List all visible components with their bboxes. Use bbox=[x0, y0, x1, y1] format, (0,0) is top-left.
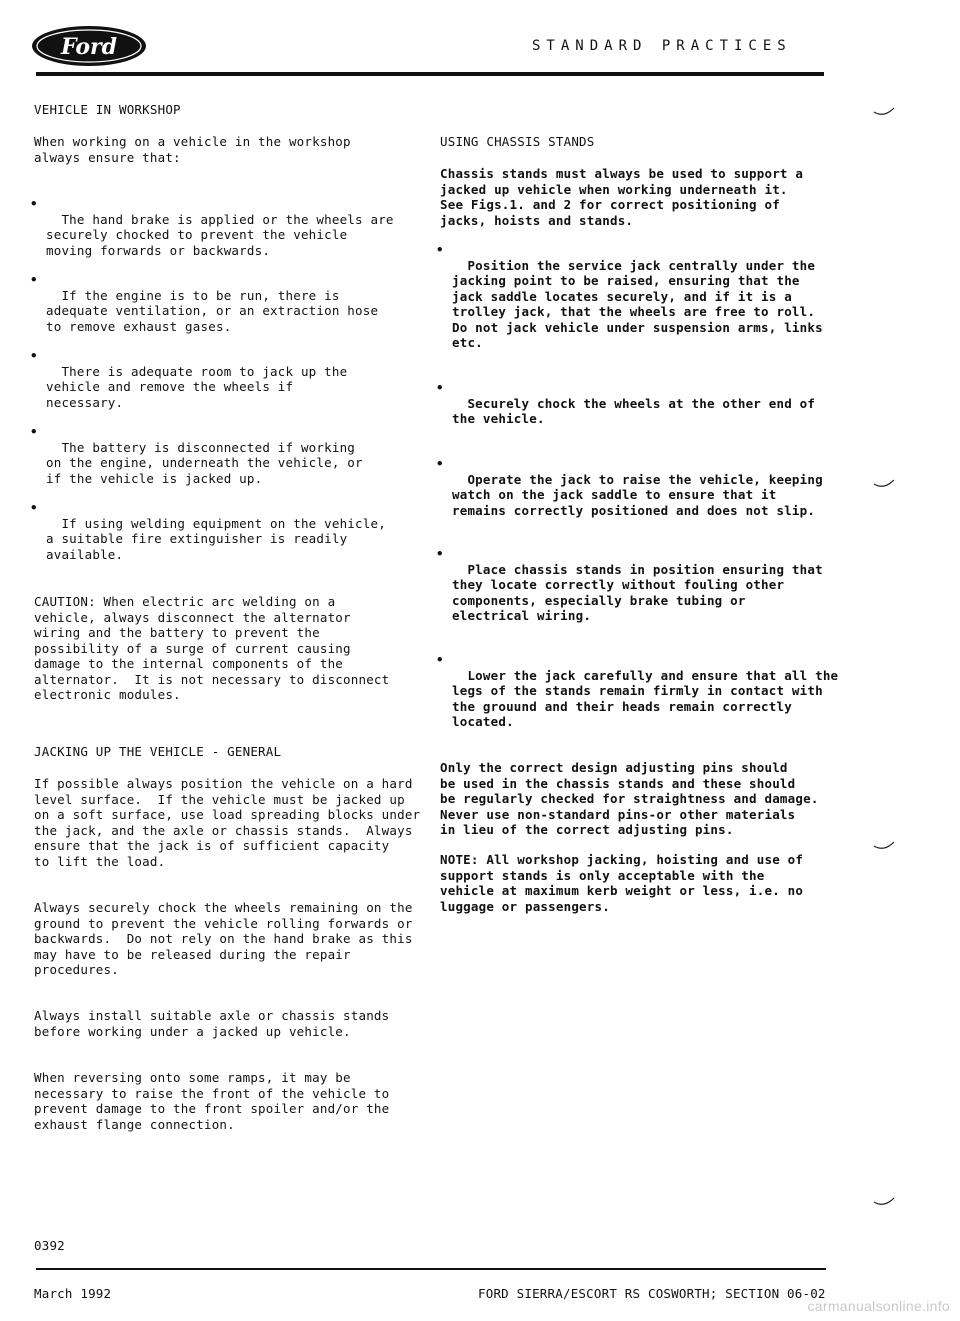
header-rule bbox=[36, 72, 824, 76]
watermark: carmanualsonline.info bbox=[807, 1298, 950, 1314]
list-item: • The hand brake is applied or the wheels are securely chocked to prevent the vehicle moving forwards or backwards. bbox=[30, 196, 394, 258]
ford-logo-text: Ford bbox=[60, 34, 118, 60]
list-item: • If the engine is to be run, there is adequate ventilation, or an extraction hose to remove exhaust gases. bbox=[30, 272, 379, 334]
bullet-icon: • bbox=[30, 424, 38, 439]
bullet-icon: • bbox=[436, 456, 444, 471]
bullet-icon: • bbox=[30, 272, 38, 287]
footer-section: FORD SIERRA/ESCORT RS COSWORTH; SECTION 06-02 bbox=[478, 1286, 826, 1301]
bullet-icon: • bbox=[30, 348, 38, 363]
list-item: • Lower the jack carefully and ensure that all the legs of the stands remain firmly in contact with the grouund and their heads remain correctly located. bbox=[436, 652, 839, 729]
jacking-heading: JACKING UP THE VEHICLE - GENERAL bbox=[34, 744, 282, 759]
page-code: 0392 bbox=[34, 1238, 65, 1253]
list-item: • Position the service jack centrally under the jacking point to be raised, ensuring that the jack saddle locates securely, and if it is a trolley jack, that the wheels are free to roll. Do not jack vehicle under suspension arms, links etc. bbox=[436, 242, 823, 350]
stands-intro: Chassis stands must always be used to support a jacked up vehicle when working underneath it. See Figs.1. and 2 for correct positioning of jacks, hoists and stands. bbox=[440, 166, 804, 228]
jacking-paragraph: If possible always position the vehicle on a hard level surface. If the vehicle must be jacked up on a soft surface, use load spreading blocks under the jack, and the axle or chassis stands. Always ensure that the jack is of sufficient capacity to lift the load. bbox=[34, 776, 421, 869]
footer-date: March 1992 bbox=[34, 1286, 112, 1301]
jacking-paragraph: When reversing onto some ramps, it may be necessary to raise the front of the vehicle to prevent damage to the front spoiler and/or the exhaust flange connection. bbox=[34, 1070, 390, 1132]
jacking-paragraph: Always securely chock the wheels remaining on the ground to prevent the vehicle rolling forwards or backwards. Do not rely on the hand brake as this may have to be released during the repair procedures. bbox=[34, 900, 413, 977]
bullet-icon: • bbox=[436, 380, 444, 395]
margin-mark-icon bbox=[872, 478, 898, 490]
list-item: • Operate the jack to raise the vehicle, keeping watch on the jack saddle to ensure that it remains correctly positioned and does not slip. bbox=[436, 456, 823, 518]
bullet-icon: • bbox=[30, 500, 38, 515]
vehicle-intro: When working on a vehicle in the workshop always ensure that: bbox=[34, 134, 351, 165]
ford-logo bbox=[30, 24, 148, 68]
note-text: NOTE: All workshop jacking, hoisting and use of support stands is only acceptable with the vehicle at maximum kerb weight or less, i.e. no luggage or passengers. bbox=[440, 852, 804, 914]
list-item: • There is adequate room to jack up the vehicle and remove the wheels if necessary. bbox=[30, 348, 348, 410]
stands-heading: USING CHASSIS STANDS bbox=[440, 134, 595, 149]
margin-mark-icon bbox=[872, 840, 898, 852]
list-item: • If using welding equipment on the vehicle, a suitable fire extinguisher is readily available. bbox=[30, 500, 386, 562]
list-item: • Securely chock the wheels at the other end of the vehicle. bbox=[436, 380, 816, 426]
bullet-icon: • bbox=[436, 652, 444, 667]
bullet-icon: • bbox=[30, 196, 38, 211]
margin-mark-icon bbox=[872, 106, 898, 118]
pins-paragraph: Only the correct design adjusting pins should be used in the chassis stands and these should be regularly checked for straightness and damage. Never use non-standard pins-or other materials in lieu of the correct adjusting pins. bbox=[440, 760, 819, 837]
margin-mark-icon bbox=[872, 1196, 898, 1208]
page-title: STANDARD PRACTICES bbox=[532, 38, 792, 54]
caution-text: CAUTION: When electric arc welding on a vehicle, always disconnect the alternator wiring and the battery to prevent the possibility of a surge of current causing damage to the internal components of the alternator. It is not necessary to disconnect electronic modules. bbox=[34, 594, 390, 702]
jacking-paragraph: Always install suitable axle or chassis stands before working under a jacked up vehicle. bbox=[34, 1008, 390, 1039]
vehicle-heading: VEHICLE IN WORKSHOP bbox=[34, 102, 181, 117]
list-item: • The battery is disconnected if working on the engine, underneath the vehicle, or if the vehicle is jacked up. bbox=[30, 424, 363, 486]
footer-rule bbox=[36, 1268, 826, 1270]
list-item: • Place chassis stands in position ensuring that they locate correctly without fouling other components, especially brake tubing or electrical wiring. bbox=[436, 546, 823, 623]
bullet-icon: • bbox=[436, 546, 444, 561]
bullet-icon: • bbox=[436, 242, 444, 257]
